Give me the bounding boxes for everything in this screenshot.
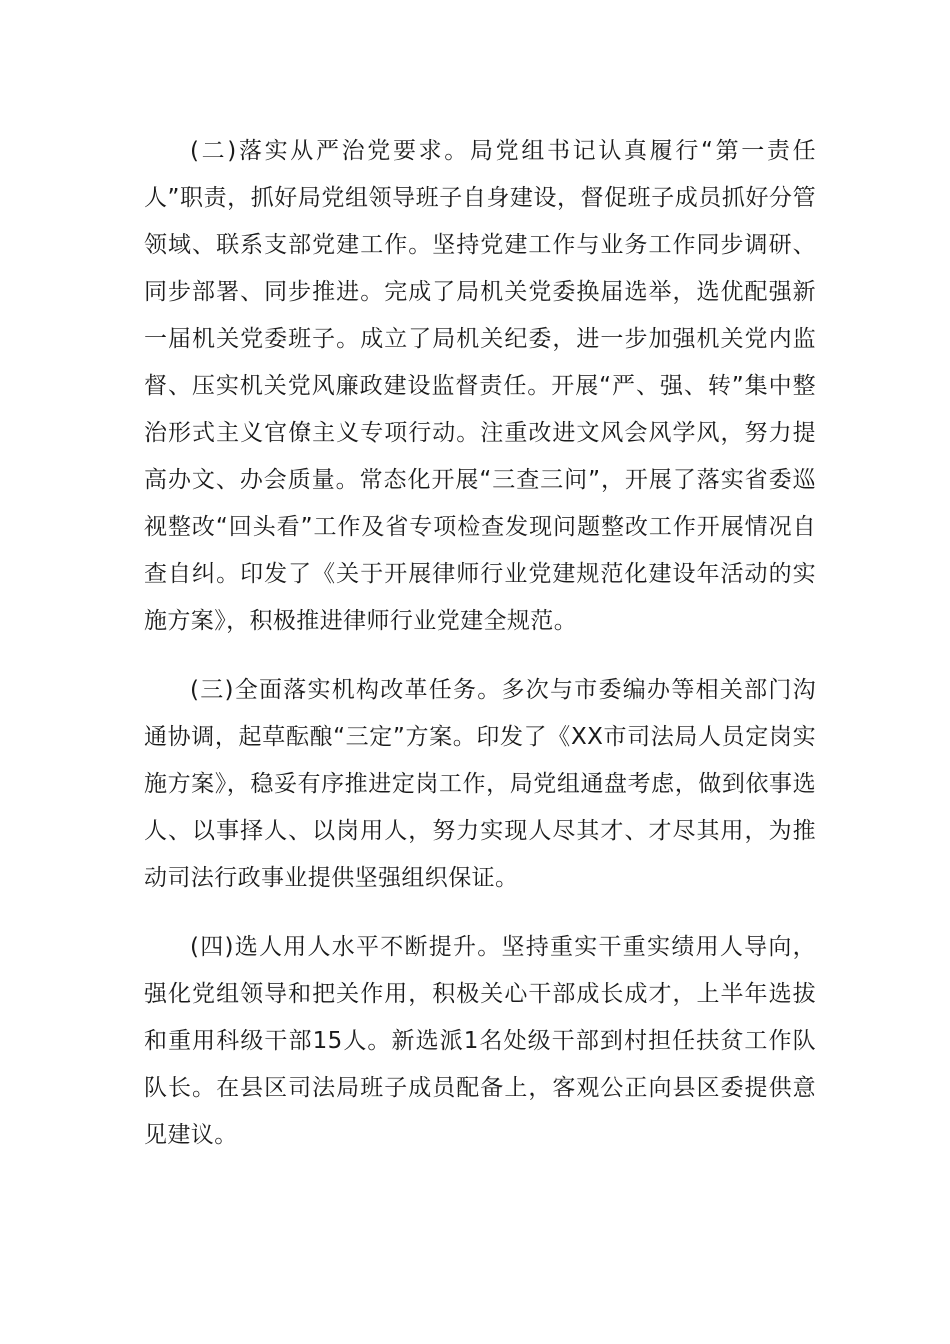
document-body [144, 128, 816, 1159]
paragraph-personnel-selection: (四)选人用人水平不断提升。坚持重实干重实绩用人导向，强化党组领导和把关作用，积极关心干部成长成才，上半年选拔和重用科级干部15人。新选派1名处级干部到村担任扶贫工作队队长。在县区司法局班子成员配备上，客观公正向县区委提供意见建议。 [144, 934, 816, 1148]
paragraph-party-discipline: (二)落实从严治党要求。局党组书记认真履行“第一责任人”职责，抓好局党组领导班子自身建设，督促班子成员抓好分管领域、联系支部党建工作。坚持党建工作与业务工作同步调研、同步部署、同步推进。完成了局机关党委换届选举，选优配强新一届机关党委班子。成立了局机关纪委，进一步加强机关党内监督、压实机关党风廉政建设监督责任。开展“严、强、转”集中整治形式主义官僚主义专项行动。注重改进文风会风学风，努力提高办文、办会质量。常态化开展“三查三问”，开展了落实省委巡视整改“回头看”工作及省专项检查发现问题整改工作开展情况自查自纠。印发了《关于开展律师行业党建规范化建设年活动的实施方案》，积极推进律师行业党建全规范。 [144, 138, 816, 634]
paragraph-institutional-reform: (三)全面落实机构改革任务。多次与市委编办等相关部门沟通协调，起草酝酿“三定”方案。印发了《XX市司法局人员定岗实施方案》，稳妥有序推进定岗工作，局党组通盘考虑，做到依事选人、以事择人、以岗用人，努力实现人尽其才、才尽其用，为推动司法行政事业提供坚强组织保证。 [144, 677, 816, 891]
